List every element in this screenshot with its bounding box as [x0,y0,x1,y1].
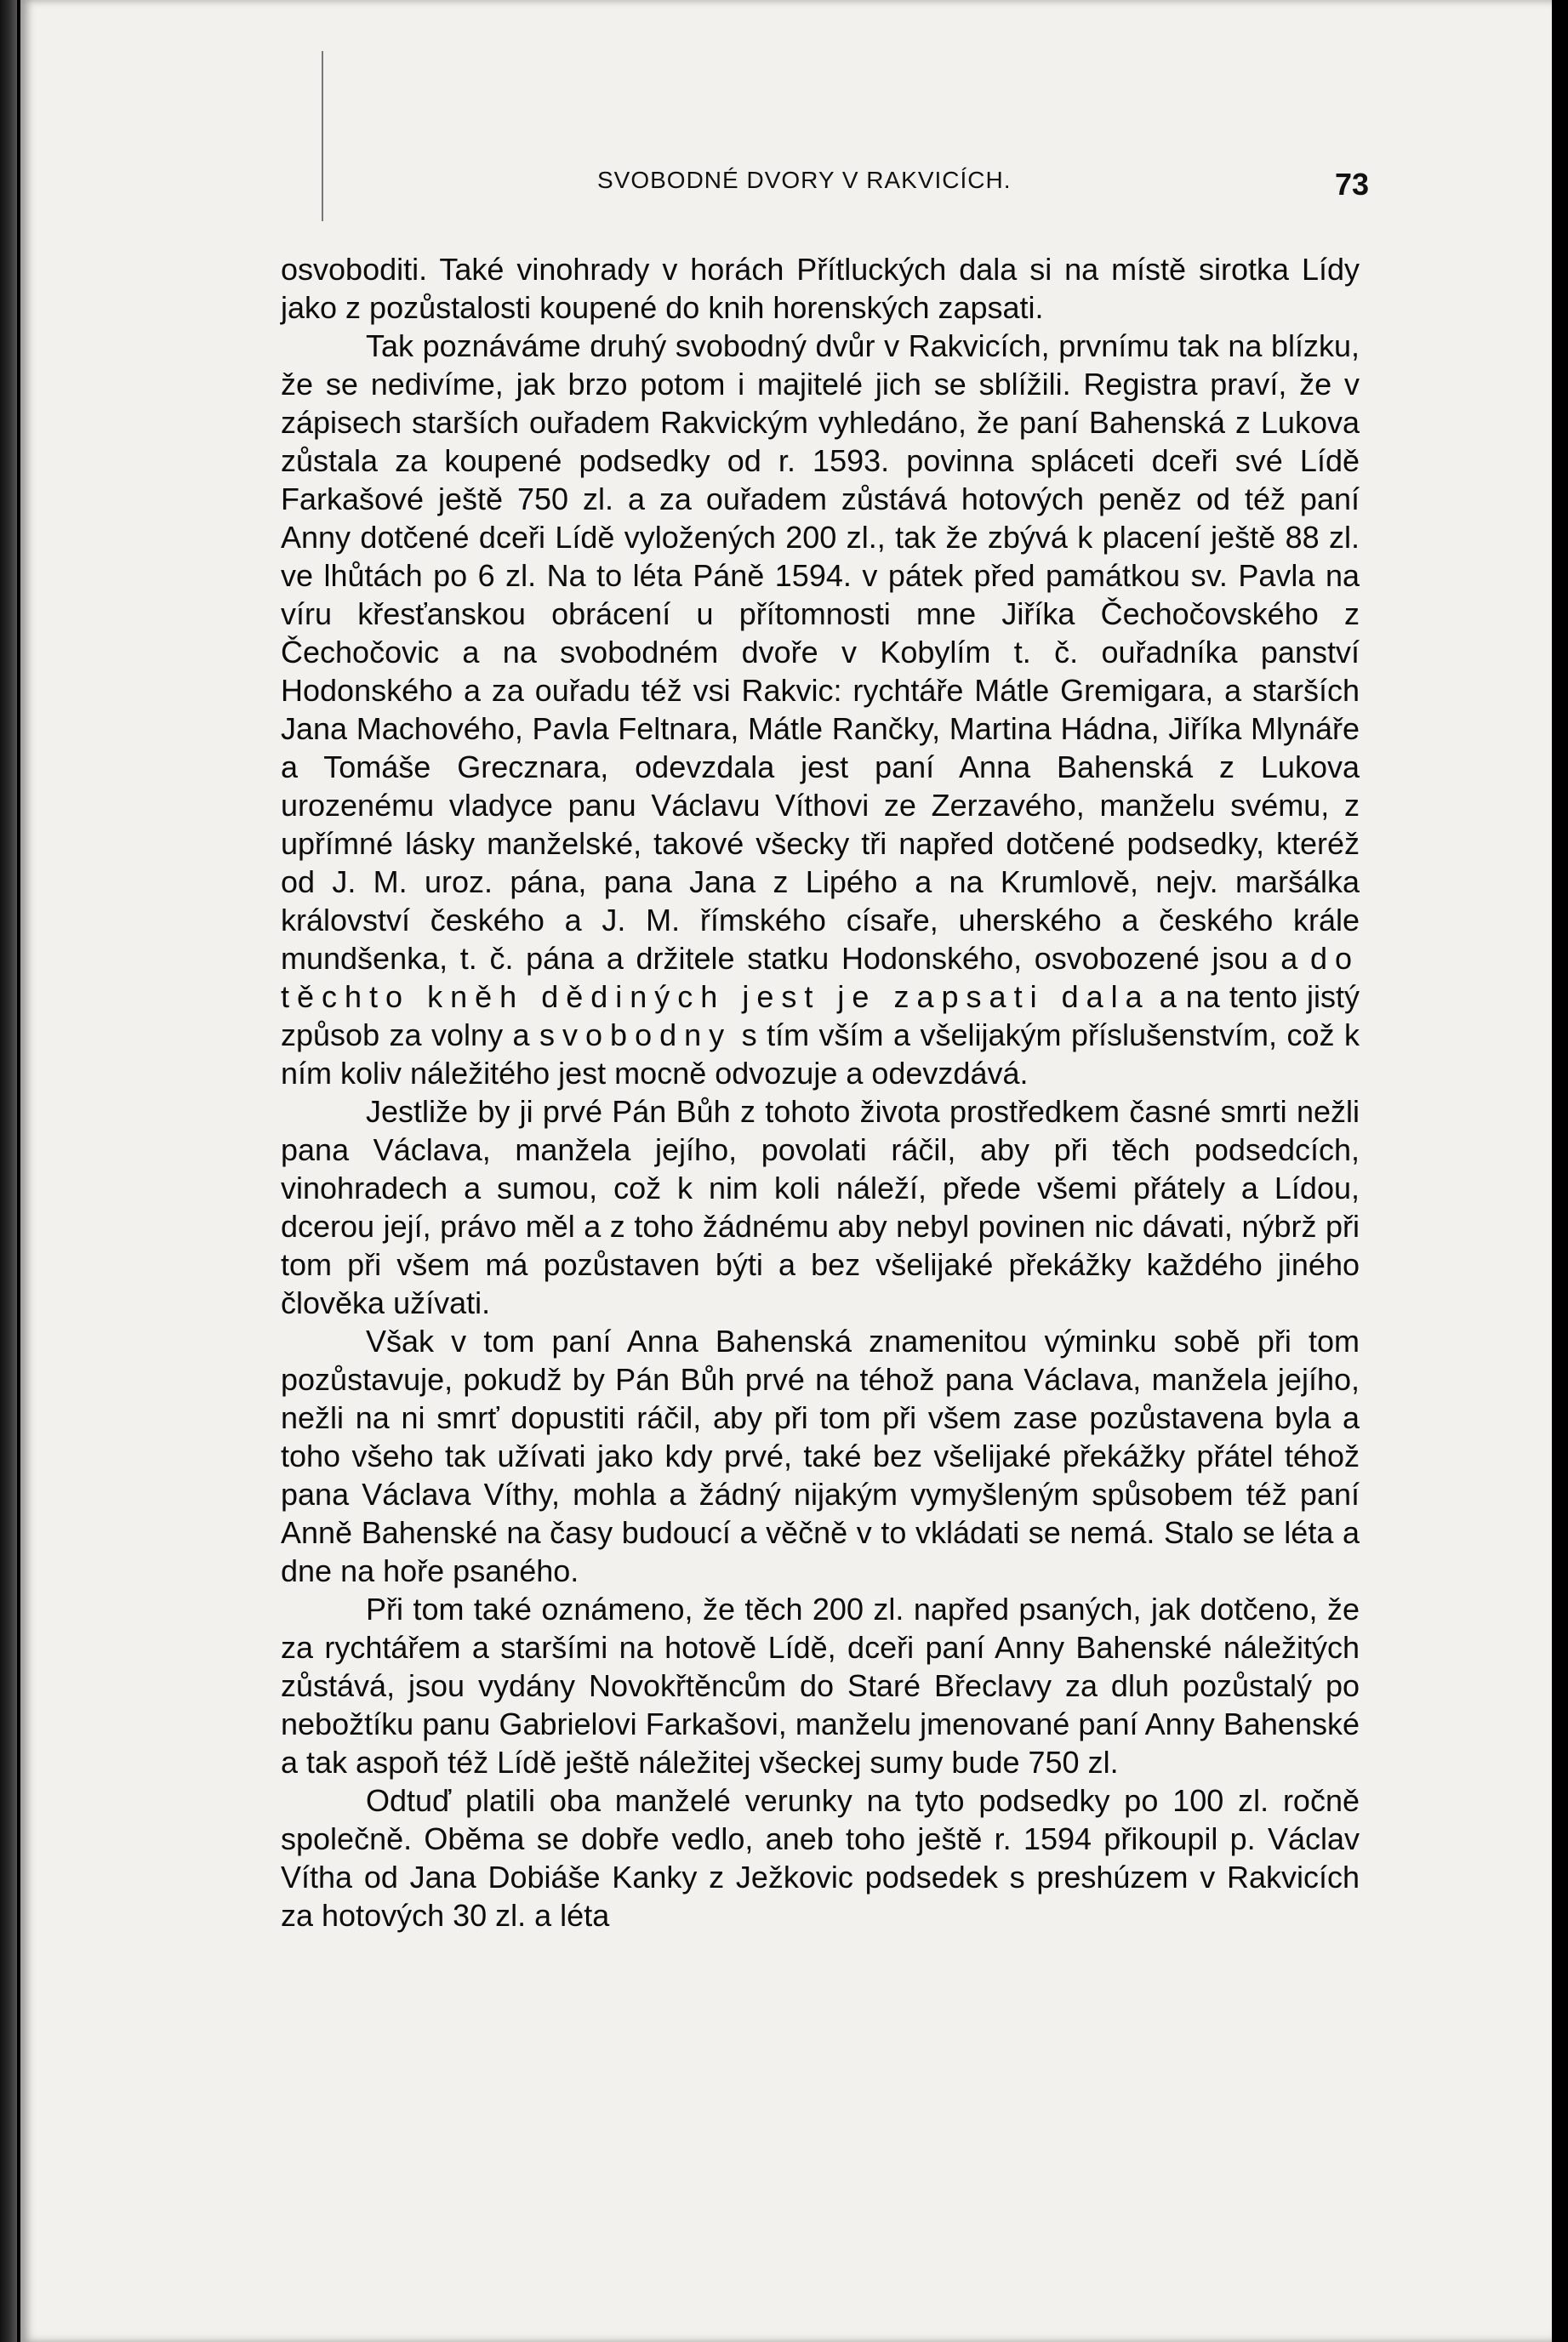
book-page [20,0,1552,2342]
spaced-emphasis: do těchto kněh dědiných jest je zapsati dala [281,941,1360,1014]
paragraph-text: a na tento jistý způsob za volny a [281,979,1360,1052]
spaced-emphasis: svobodny [539,1017,733,1052]
paragraph-text: s tím vším a všelijakým příslušenstvím, což k ním koliv náležitého jest mocně odvozuje a odevzdává. [281,1017,1360,1091]
paragraph: Jestliže by ji prvé Pán Bůh z tohoto života prostředkem časné smrti nežli pana Václava, manžela jejího, povolati ráčil, aby při těch podsedcích, vinohradech a sumou, což k nim koli náleží, přede všemi přátely a Lídou, dcerou její, právo měl a z toho žádnému aby nebyl povinen nic dávati, nýbrž při tom při všem má pozůstaven býti a bez všelijaké překážky každého jiného člověka užívati. [281,1094,1360,1320]
paragraph: Při tom také oznámeno, že těch 200 zl. napřed psaných, jak dotčeno, že za rychtářem a staršími na hotově Lídě, dceři paní Anny Bahenské náležitých zůstává, jsou vydány Novokřtěncům do Staré Břeclavy za dluh pozůstalý po nebožtíku panu Gabrielovi Farkašovi, manželu jmenované paní Anny Bahenské a tak aspoň též Lídě ještě náležitej všeckej sumy bude 750 zl. [281,1592,1360,1780]
running-title: SVOBODNÉ DVORY V RAKVICÍCH. [597,167,1012,193]
page-header [276,167,1369,209]
body-text [281,250,1360,1935]
page-number: 73 [1334,167,1369,202]
paragraph: Však v tom paní Anna Bahenská znamenitou výminku sobě při tom pozůstavuje, pokudž by Pán Bůh prvé na téhož pana Václava, manžela jejího, nežli na ni smrť dopustiti ráčil, aby při tom při všem zase pozůstavena byla a toho všeho tak užívati jako kdy prvé, také bez všelijaké překážky přátel téhož pana Václava Víthy, mohla a žádný nijakým vymyšleným spůsobem též paní Anně Bahenské na časy budoucí a věčně v to vkládati se nemá. Stalo se léta a dne na hoře psaného. [281,1324,1360,1588]
paragraph-text: Tak poznáváme druhý svobodný dvůr v Rakvicích, prvnímu tak na blízku, že se nedivíme, jak brzo potom i majitelé jich se sblížili. Registra praví, že v zápisech starších ouřadem Rakvickým vyhledáno, že paní Bahenská z Lukova zůstala za koupené podsedky od r. 1593. povinna spláceti dceři své Lídě Farkašové ještě 750 zl. a za ouřadem zůstává hotových peněz od též paní Anny dotčené dceři Lídě vyložených 200 zl., tak že zbývá k placení ještě 88 zl. ve lhůtách po 6 zl. Na to léta Páně 1594. v pátek před památkou sv. Pavla na víru křesťanskou obrácení u přítomnosti mne Jiříka Čechočovského z Čechočovic a na svobodném dvoře v Kobylím t. č. ouřadníka panství Hodonského a za ouřadu též vsi Rakvic: rychtáře Mátle Gremigara, a starších Jana Machového, Pavla Feltnara, Mátle Rančky, Martina Hádna, Jiříka Mlynáře a Tomáše Grecznara, odevzdala jest paní Anna Bahenská z Lukova urozenému vladyce panu Václavu Víthovi ze Zerzavého, manželu svému, z upřímné lásky manželské, takové všecky tři napřed dotčené podsedky, kteréž od J. M. uroz. pána, pana Jana z Lipého a na Krumlově, nejv. maršálka království českého a J. M. římského císaře, uherského a českého krále mundšenka, t. č. pána a držitele statku Hodonského, osvobozené jsou a [281,328,1360,976]
paragraph: Odtuď platili oba manželé verunky na tyto podsedky po 100 zl. ročně společně. Oběma se dobře vedlo, aneb toho ještě r. 1594 přikoupil p. Václav Vítha od Jana Dobiáše Kanky z Ježkovic podsedek s preshúzem v Rakvicích za hotových 30 zl. a léta [281,1783,1360,1933]
page-edge-shadow [0,0,17,2342]
paragraph [281,327,1360,1092]
paragraph-continuation: osvoboditi. Také vinohrady v horách Přítluckých dala si na místě sirotka Lídy jako z pozůstalosti koupené do knih horenských zapsati. [281,252,1360,325]
